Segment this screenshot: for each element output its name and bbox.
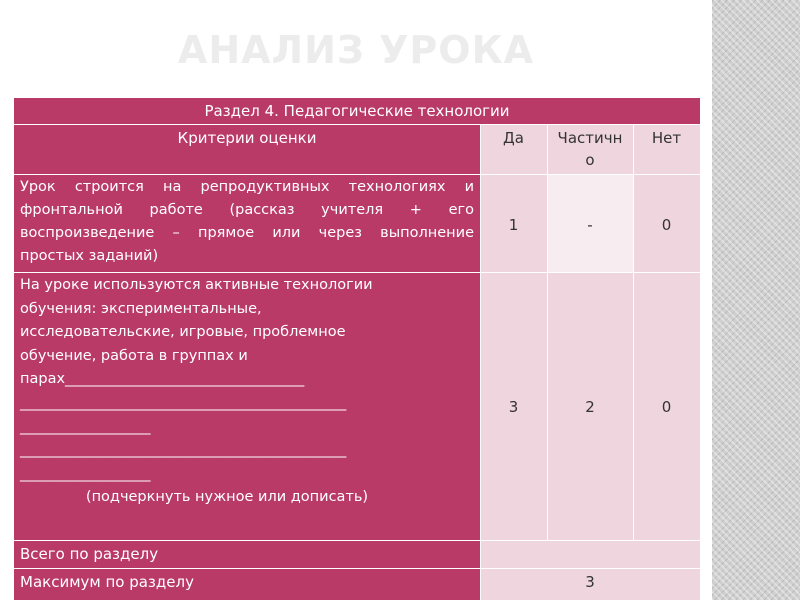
grid-line: [14, 124, 700, 125]
header-criteria: Критерии оценки: [177, 129, 317, 147]
row2-line: исследовательские, игровые, проблемное: [20, 324, 346, 341]
header-no: Нет: [651, 129, 682, 147]
grid-line: [14, 174, 700, 175]
row2-line: _____________________________________________: [20, 442, 347, 459]
row2-yes: 3: [508, 398, 519, 416]
total-label: Всего по разделу: [20, 545, 159, 563]
row2-line: На уроке используются активные технологии: [20, 277, 373, 293]
grid-line: [480, 124, 481, 600]
grid-line: [14, 272, 700, 273]
max-value: 3: [585, 573, 595, 591]
section-title: Раздел 4. Педагогические технологии: [204, 102, 510, 120]
row2-partial: 2: [585, 398, 595, 416]
total-value-cell: [480, 540, 700, 568]
row1-yes-cell: [480, 174, 547, 272]
row2-line: парах_________________________________: [20, 371, 305, 388]
decorative-stripe: [712, 0, 800, 600]
row2-partial-cell: [547, 272, 633, 540]
section-title-cell: [14, 98, 700, 124]
row1-partial: -: [587, 216, 593, 234]
grid-line: [547, 124, 548, 540]
header-criteria-cell: [14, 124, 480, 174]
header-partial: Частично: [557, 129, 623, 169]
row2-criterion-cell: [14, 272, 480, 540]
row2-no-cell: [633, 272, 700, 540]
row1-no-cell: [633, 174, 700, 272]
header-partial-cell: [547, 124, 633, 174]
row2-line: обучения: экспериментальные,: [20, 300, 262, 317]
row2-line: __________________: [20, 418, 151, 435]
slide-title: АНАЛИЗ УРОКА: [177, 28, 535, 72]
row1-criterion-cell: [14, 174, 480, 272]
row2-line: обучение, работа в группах и: [20, 347, 248, 364]
grid-line: [14, 568, 700, 569]
row2-line: _____________________________________________: [20, 394, 347, 411]
header-yes-cell: [480, 124, 547, 174]
row1-no: 0: [661, 216, 672, 234]
header-no-cell: [633, 124, 700, 174]
row1-yes: 1: [508, 216, 519, 234]
max-value-cell: [480, 568, 700, 600]
row1-partial-cell: [547, 174, 633, 272]
row2-line: __________________: [20, 465, 151, 482]
row2-yes-cell: [480, 272, 547, 540]
row1-criterion: Урок строится на репродуктивных технологиях и фронтальной работе (рассказ учителя + его воспроизведение – прямое или через выполнение простых заданий): [20, 179, 474, 264]
total-label-cell: [14, 540, 480, 568]
grid-line: [14, 540, 700, 541]
grid-line: [633, 124, 634, 540]
header-yes: Да: [503, 129, 524, 147]
row2-note: (подчеркнуть нужное или дописать): [85, 489, 369, 506]
row2-no: 0: [661, 398, 672, 416]
max-label: Максимум по разделу: [20, 573, 194, 591]
max-label-cell: [14, 568, 480, 600]
